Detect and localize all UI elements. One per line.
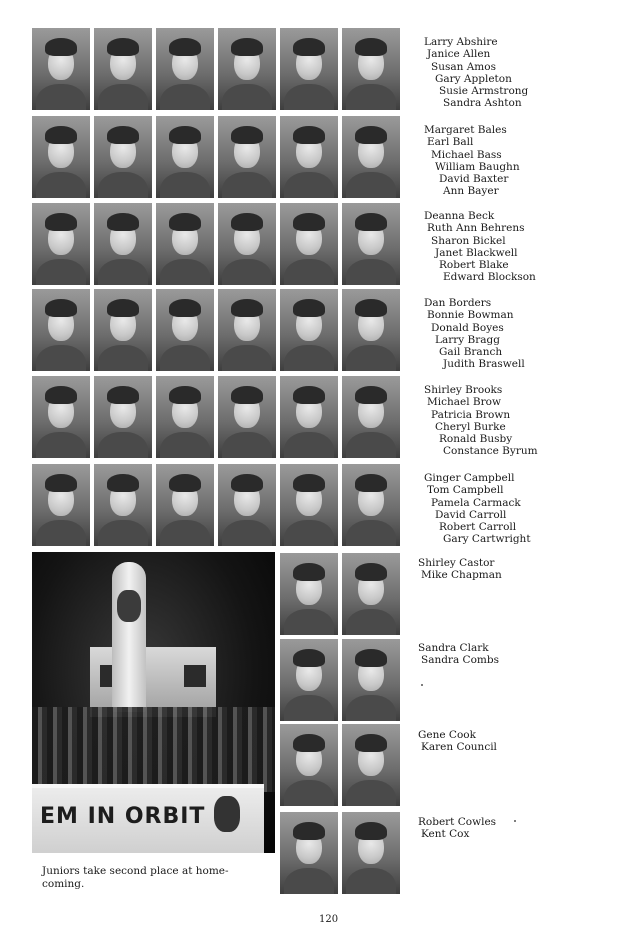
student-name: David Carroll [435,508,507,521]
student-name: Pamela Carmack [431,496,521,509]
portrait-photo [94,464,152,546]
student-name: Gail Branch [439,346,503,359]
portrait-photo [342,203,400,285]
portrait-photo [218,464,276,546]
name-list [424,472,531,546]
name-list [418,642,499,667]
student-name: Tom Campbell [427,484,504,497]
student-name: Sandra Ashton [443,97,522,110]
student-name: Kent Cox [421,828,470,841]
student-name: Mike Chapman [421,569,502,582]
portrait-photo [342,28,400,110]
portrait-photo [156,376,214,458]
student-name: Gary Appleton [435,72,512,85]
student-name: Sandra Combs [421,654,499,667]
student-name: Ginger Campbell [424,472,515,484]
name-list [424,36,529,110]
speck [421,684,423,686]
student-name: Gene Cook [418,729,476,741]
float-slogan: EM IN ORBIT [40,804,206,829]
student-name: William Baughn [435,160,520,173]
name-list [424,384,538,458]
portrait-photo [218,376,276,458]
portrait-photo [280,553,338,635]
portrait-photo [280,203,338,285]
student-name: Larry Bragg [435,333,500,346]
portrait-photo [342,639,400,721]
portrait-photo [32,376,90,458]
page-number: 120 [319,914,339,925]
portrait-photo [94,203,152,285]
student-name: Shirley Castor [418,557,495,569]
portrait-photo [280,28,338,110]
portrait-photo [342,289,400,371]
student-name: Robert Cowles [418,816,497,828]
name-list [424,297,525,371]
portrait-photo [280,639,338,721]
student-name: Ann Bayer [443,185,499,198]
student-name: Janice Allen [427,48,491,61]
student-name: Michael Bass [431,148,502,161]
portrait-photo [342,376,400,458]
student-name: Larry Abshire [424,36,498,48]
student-name: Earl Ball [427,136,474,149]
photo-caption: Juniors take second place at home-coming. [42,865,229,890]
student-name: Ronald Busby [439,433,513,446]
portrait-photo [218,116,276,198]
portrait-photo [156,289,214,371]
name-list [418,557,502,582]
portrait-photo [32,464,90,546]
portrait-photo [280,724,338,806]
student-name: Gary Cartwright [443,533,531,546]
portrait-photo [280,376,338,458]
float-rocket [112,562,146,712]
portrait-photo [156,203,214,285]
student-name: Dan Borders [424,297,492,309]
student-name: Sandra Clark [418,642,489,654]
portrait-photo [156,28,214,110]
student-name: Patricia Brown [431,408,511,421]
student-name: David Baxter [439,173,509,186]
student-name: Judith Braswell [443,358,525,371]
student-name: Janet Blackwell [435,246,518,259]
name-list [418,729,497,754]
portrait-photo [218,28,276,110]
float-mascot [214,796,240,832]
portrait-photo [32,116,90,198]
portrait-photo [32,203,90,285]
speck [514,820,516,822]
student-name: Robert Carroll [439,521,517,534]
portrait-photo [218,289,276,371]
homecoming-float-photo [32,552,275,853]
student-name: Karen Council [421,741,497,754]
portrait-photo [156,464,214,546]
portrait-photo [280,289,338,371]
student-name: Cheryl Burke [435,420,506,433]
student-name: Constance Byrum [443,445,538,458]
name-list [424,124,520,198]
portrait-photo [280,812,338,894]
portrait-photo [280,116,338,198]
portrait-photo [94,289,152,371]
portrait-photo [280,464,338,546]
student-name: Michael Brow [427,396,501,409]
portrait-photo [342,724,400,806]
student-name: Shirley Brooks [424,384,503,396]
portrait-photo [32,289,90,371]
student-name: Susie Armstrong [439,85,529,98]
name-list [418,816,496,841]
portrait-photo [94,28,152,110]
crowd [32,707,275,792]
portrait-photo [94,116,152,198]
student-name: Ruth Ann Behrens [427,222,525,235]
portrait-photo [94,376,152,458]
student-name: Robert Blake [439,259,509,272]
portrait-photo [342,553,400,635]
student-name: Edward Blockson [443,271,536,284]
float-mascot-figure [117,590,141,622]
student-name: Deanna Beck [424,210,495,222]
portrait-photo [218,203,276,285]
portrait-photo [342,116,400,198]
student-name: Donald Boyes [431,321,504,334]
portrait-photo [32,28,90,110]
portrait-photo [342,812,400,894]
name-list [424,210,536,284]
portrait-photo [156,116,214,198]
student-name: Susan Amos [431,60,496,73]
portrait-photo [342,464,400,546]
student-name: Margaret Bales [424,124,507,136]
student-name: Bonnie Bowman [427,309,514,322]
student-name: Sharon Bickel [431,234,506,247]
